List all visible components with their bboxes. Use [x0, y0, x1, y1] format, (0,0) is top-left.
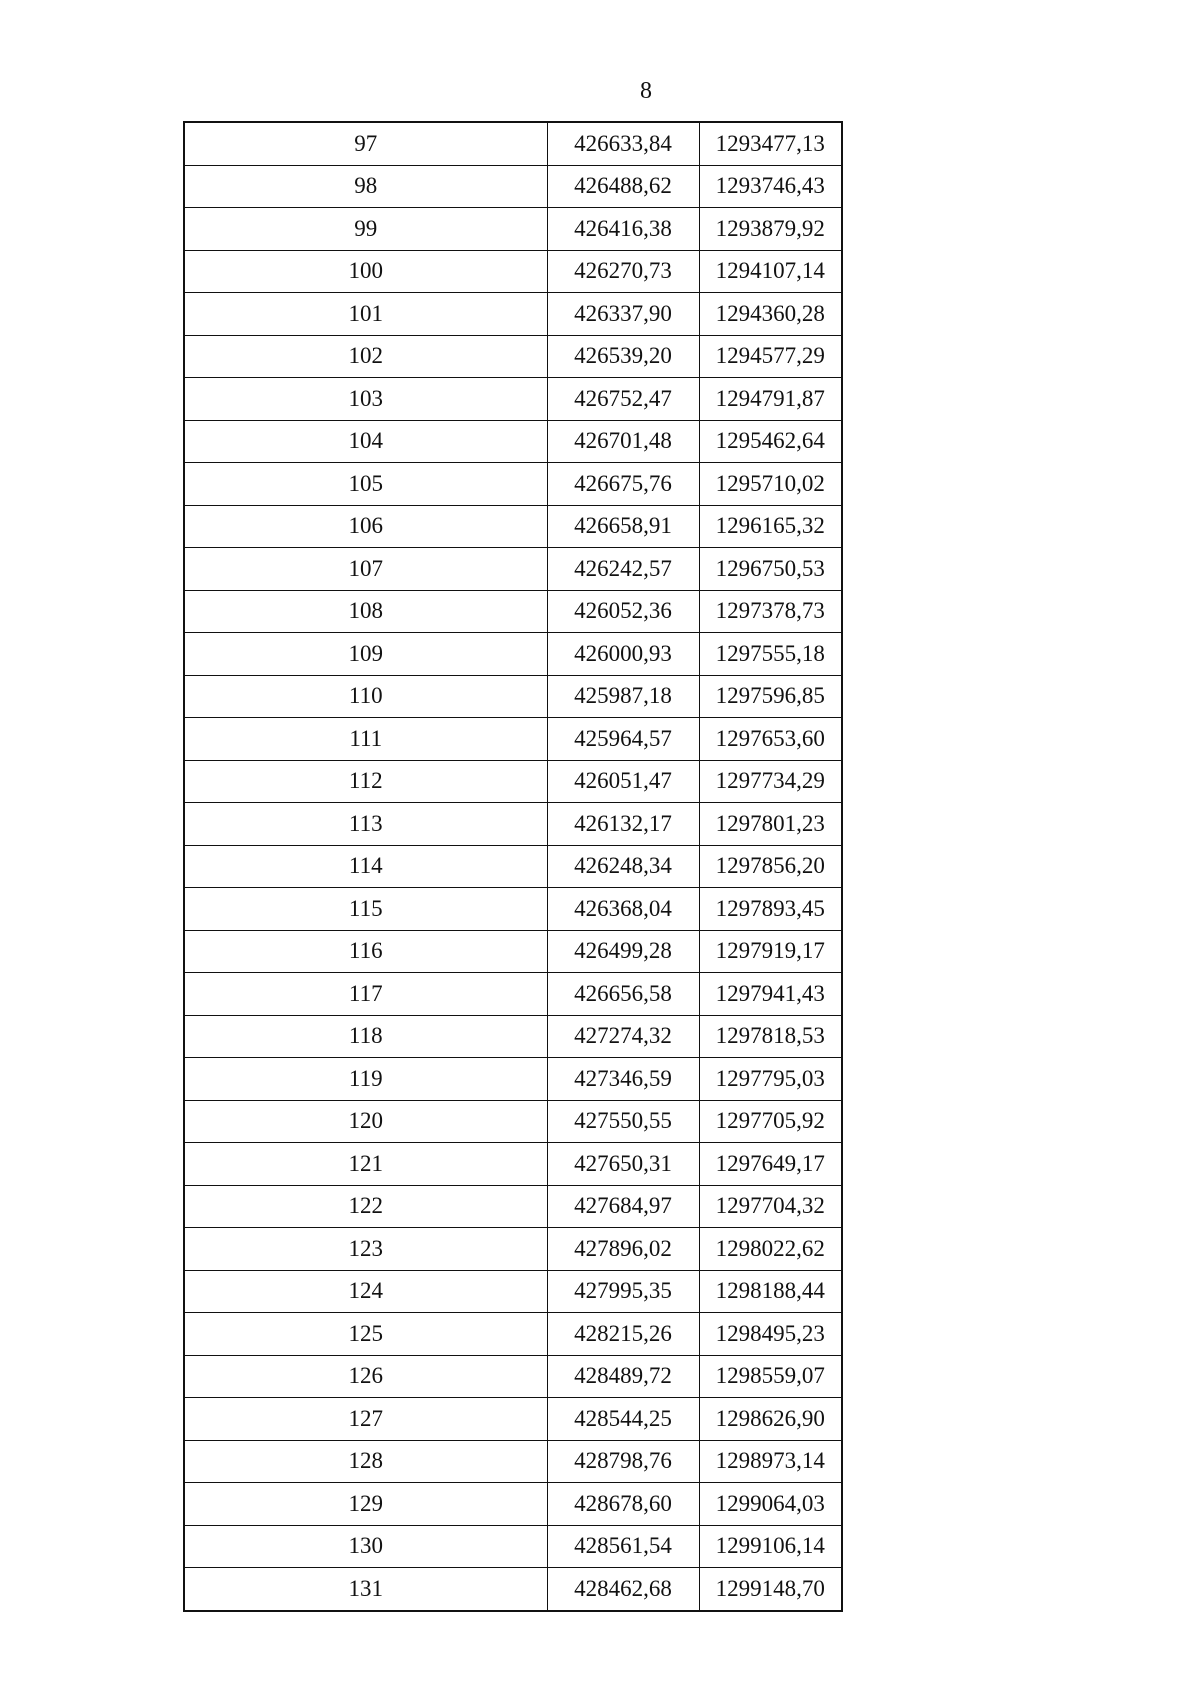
point-number-cell: 124	[184, 1270, 547, 1313]
y-coordinate-cell: 1297795,03	[699, 1058, 842, 1101]
x-coordinate-cell: 426052,36	[547, 590, 699, 633]
x-coordinate-cell: 426132,17	[547, 803, 699, 846]
x-coordinate-cell: 426488,62	[547, 165, 699, 208]
table-row	[184, 718, 842, 761]
table-row	[184, 250, 842, 293]
point-number-cell: 127	[184, 1398, 547, 1441]
x-coordinate-cell: 426656,58	[547, 973, 699, 1016]
point-number-cell: 118	[184, 1015, 547, 1058]
point-number-cell: 113	[184, 803, 547, 846]
y-coordinate-cell: 1293746,43	[699, 165, 842, 208]
table-row	[184, 1228, 842, 1271]
point-number-cell: 117	[184, 973, 547, 1016]
table-row	[184, 973, 842, 1016]
x-coordinate-cell: 428489,72	[547, 1355, 699, 1398]
y-coordinate-cell: 1297555,18	[699, 633, 842, 676]
x-coordinate-cell: 426337,90	[547, 293, 699, 336]
point-number-cell: 119	[184, 1058, 547, 1101]
x-coordinate-cell: 426051,47	[547, 760, 699, 803]
x-coordinate-cell: 426658,91	[547, 505, 699, 548]
y-coordinate-cell: 1297378,73	[699, 590, 842, 633]
y-coordinate-cell: 1296165,32	[699, 505, 842, 548]
x-coordinate-cell: 426242,57	[547, 548, 699, 591]
point-number-cell: 120	[184, 1100, 547, 1143]
table-row	[184, 1143, 842, 1186]
table-row	[184, 1525, 842, 1568]
coordinates-table-body	[184, 122, 842, 1611]
y-coordinate-cell: 1297893,45	[699, 888, 842, 931]
point-number-cell: 129	[184, 1483, 547, 1526]
x-coordinate-cell: 426633,84	[547, 122, 699, 165]
x-coordinate-cell: 426675,76	[547, 463, 699, 506]
table-row	[184, 335, 842, 378]
point-number-cell: 109	[184, 633, 547, 676]
table-row	[184, 1440, 842, 1483]
x-coordinate-cell: 428215,26	[547, 1313, 699, 1356]
x-coordinate-cell: 428462,68	[547, 1568, 699, 1611]
y-coordinate-cell: 1297704,32	[699, 1185, 842, 1228]
table-row	[184, 803, 842, 846]
y-coordinate-cell: 1297818,53	[699, 1015, 842, 1058]
table-row	[184, 505, 842, 548]
point-number-cell: 104	[184, 420, 547, 463]
table-row	[184, 1270, 842, 1313]
table-row	[184, 1483, 842, 1526]
point-number-cell: 97	[184, 122, 547, 165]
point-number-cell: 123	[184, 1228, 547, 1271]
y-coordinate-cell: 1297941,43	[699, 973, 842, 1016]
table-row	[184, 165, 842, 208]
point-number-cell: 107	[184, 548, 547, 591]
x-coordinate-cell: 426701,48	[547, 420, 699, 463]
x-coordinate-cell: 427896,02	[547, 1228, 699, 1271]
table-row	[184, 208, 842, 251]
point-number-cell: 101	[184, 293, 547, 336]
y-coordinate-cell: 1297653,60	[699, 718, 842, 761]
point-number-cell: 98	[184, 165, 547, 208]
point-number-cell: 103	[184, 378, 547, 421]
x-coordinate-cell: 426499,28	[547, 930, 699, 973]
point-number-cell: 110	[184, 675, 547, 718]
table-row	[184, 1398, 842, 1441]
x-coordinate-cell: 428544,25	[547, 1398, 699, 1441]
x-coordinate-cell: 428678,60	[547, 1483, 699, 1526]
y-coordinate-cell: 1298559,07	[699, 1355, 842, 1398]
x-coordinate-cell: 425964,57	[547, 718, 699, 761]
y-coordinate-cell: 1297801,23	[699, 803, 842, 846]
x-coordinate-cell: 427274,32	[547, 1015, 699, 1058]
x-coordinate-cell: 428561,54	[547, 1525, 699, 1568]
point-number-cell: 99	[184, 208, 547, 251]
x-coordinate-cell: 426248,34	[547, 845, 699, 888]
table-row	[184, 590, 842, 633]
point-number-cell: 125	[184, 1313, 547, 1356]
point-number-cell: 100	[184, 250, 547, 293]
y-coordinate-cell: 1294791,87	[699, 378, 842, 421]
point-number-cell: 116	[184, 930, 547, 973]
point-number-cell: 115	[184, 888, 547, 931]
point-number-cell: 102	[184, 335, 547, 378]
table-row	[184, 1355, 842, 1398]
table-row	[184, 930, 842, 973]
point-number-cell: 130	[184, 1525, 547, 1568]
x-coordinate-cell: 427550,55	[547, 1100, 699, 1143]
table-row	[184, 122, 842, 165]
y-coordinate-cell: 1297596,85	[699, 675, 842, 718]
y-coordinate-cell: 1294107,14	[699, 250, 842, 293]
point-number-cell: 114	[184, 845, 547, 888]
table-row	[184, 633, 842, 676]
x-coordinate-cell: 426752,47	[547, 378, 699, 421]
y-coordinate-cell: 1297649,17	[699, 1143, 842, 1186]
y-coordinate-cell: 1299106,14	[699, 1525, 842, 1568]
x-coordinate-cell: 426368,04	[547, 888, 699, 931]
table-row	[184, 420, 842, 463]
x-coordinate-cell: 426416,38	[547, 208, 699, 251]
y-coordinate-cell: 1298626,90	[699, 1398, 842, 1441]
point-number-cell: 126	[184, 1355, 547, 1398]
x-coordinate-cell: 428798,76	[547, 1440, 699, 1483]
point-number-cell: 128	[184, 1440, 547, 1483]
page-number: 8	[640, 78, 652, 104]
table-row	[184, 888, 842, 931]
point-number-cell: 111	[184, 718, 547, 761]
table-row	[184, 293, 842, 336]
point-number-cell: 106	[184, 505, 547, 548]
y-coordinate-cell: 1299148,70	[699, 1568, 842, 1611]
table-row	[184, 1015, 842, 1058]
x-coordinate-cell: 427346,59	[547, 1058, 699, 1101]
point-number-cell: 105	[184, 463, 547, 506]
table-row	[184, 1100, 842, 1143]
x-coordinate-cell: 426539,20	[547, 335, 699, 378]
y-coordinate-cell: 1294577,29	[699, 335, 842, 378]
point-number-cell: 122	[184, 1185, 547, 1228]
y-coordinate-cell: 1297856,20	[699, 845, 842, 888]
table-row	[184, 463, 842, 506]
y-coordinate-cell: 1299064,03	[699, 1483, 842, 1526]
x-coordinate-cell: 426000,93	[547, 633, 699, 676]
y-coordinate-cell: 1297705,92	[699, 1100, 842, 1143]
x-coordinate-cell: 426270,73	[547, 250, 699, 293]
table-row	[184, 1058, 842, 1101]
point-number-cell: 108	[184, 590, 547, 633]
y-coordinate-cell: 1297734,29	[699, 760, 842, 803]
y-coordinate-cell: 1298495,23	[699, 1313, 842, 1356]
y-coordinate-cell: 1298188,44	[699, 1270, 842, 1313]
table-row	[184, 548, 842, 591]
point-number-cell: 131	[184, 1568, 547, 1611]
table-row	[184, 1185, 842, 1228]
x-coordinate-cell: 425987,18	[547, 675, 699, 718]
y-coordinate-cell: 1296750,53	[699, 548, 842, 591]
table-row	[184, 675, 842, 718]
table-row	[184, 1568, 842, 1611]
point-number-cell: 121	[184, 1143, 547, 1186]
y-coordinate-cell: 1297919,17	[699, 930, 842, 973]
y-coordinate-cell: 1298973,14	[699, 1440, 842, 1483]
x-coordinate-cell: 427995,35	[547, 1270, 699, 1313]
y-coordinate-cell: 1293477,13	[699, 122, 842, 165]
table-row	[184, 845, 842, 888]
y-coordinate-cell: 1295462,64	[699, 420, 842, 463]
x-coordinate-cell: 427684,97	[547, 1185, 699, 1228]
table-row	[184, 378, 842, 421]
x-coordinate-cell: 427650,31	[547, 1143, 699, 1186]
table-row	[184, 1313, 842, 1356]
y-coordinate-cell: 1294360,28	[699, 293, 842, 336]
y-coordinate-cell: 1293879,92	[699, 208, 842, 251]
table-row	[184, 760, 842, 803]
y-coordinate-cell: 1295710,02	[699, 463, 842, 506]
point-number-cell: 112	[184, 760, 547, 803]
y-coordinate-cell: 1298022,62	[699, 1228, 842, 1271]
coordinates-table	[183, 121, 843, 1612]
